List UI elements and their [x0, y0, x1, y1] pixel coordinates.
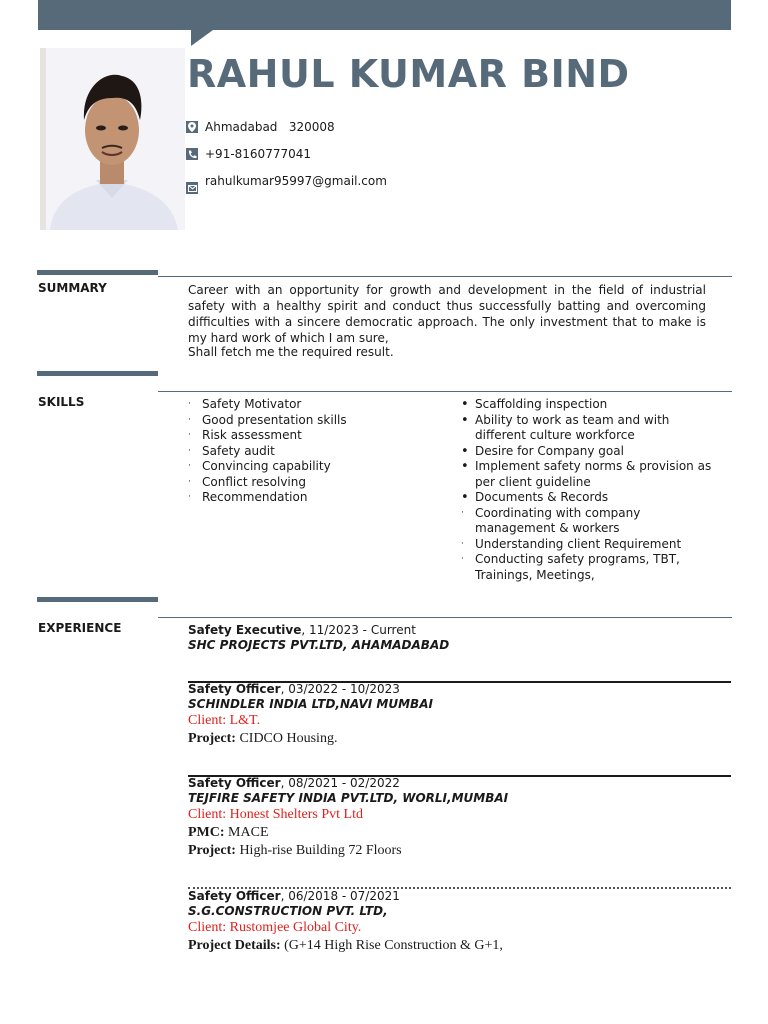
project-value: CIDCO Housing. — [235, 731, 338, 746]
job-title: Safety Officer — [188, 776, 281, 790]
summary-section-bar — [37, 270, 158, 275]
contact-location — [186, 119, 335, 135]
contact-location-text: Ahmadabad 320008 — [205, 120, 335, 134]
skills-label: SKILLS — [38, 395, 85, 409]
project-label: Project: — [188, 731, 236, 746]
summary-section-rule — [158, 276, 732, 277]
experience-entry — [188, 776, 731, 860]
experience-label: EXPERIENCE — [38, 621, 122, 635]
skill-text: Recommendation — [202, 490, 308, 504]
project-value: High-rise Building 72 Floors — [235, 843, 402, 858]
job-pmc — [188, 824, 731, 842]
job-client: Client: Rustomjee Global City. — [188, 920, 362, 935]
skill-item: · Good presentation skills — [188, 412, 347, 427]
skill-item: • Documents & Records — [461, 490, 609, 505]
job-heading — [188, 889, 731, 904]
phone-icon — [186, 148, 198, 160]
contact-phone — [186, 146, 311, 162]
job-dates: , 06/2018 - 07/2021 — [280, 889, 400, 903]
location-pin-icon — [186, 121, 198, 133]
header-bar — [38, 0, 731, 30]
skills-list-right — [461, 397, 721, 583]
contact-email-text[interactable]: rahulkumar95997@gmail.com — [205, 174, 387, 188]
skill-text: Documents & Records — [475, 490, 609, 504]
skill-text: Scaffolding inspection — [475, 397, 608, 411]
job-project — [188, 842, 731, 860]
summary-text: Career with an opportunity for growth and development in the field of industrial safety with a healthy spirit and conduct thus successfully batting and overcoming difficulties with a sincere democratic approach. The only investment that to make is my hard work of which I am sure, — [188, 283, 706, 345]
skill-item: · Conflict resolving — [188, 474, 306, 489]
skill-text: Coordinating with company management & workers — [475, 505, 641, 535]
skill-item: • Desire for Company goal — [461, 443, 624, 459]
skill-text: Conducting safety programs, TBT, Trainings, Meetings, — [475, 552, 680, 582]
contact-email — [186, 173, 387, 189]
job-dates: , 08/2021 - 02/2022 — [280, 776, 400, 790]
project-label: Project: — [188, 843, 236, 858]
skill-text: Good presentation skills — [202, 412, 347, 427]
pmc-value: MACE — [224, 825, 269, 840]
experience-section-rule — [158, 617, 732, 618]
skills-section-rule — [158, 391, 732, 392]
job-client: Client: Honest Shelters Pvt Ltd — [188, 807, 363, 822]
skill-text: Ability to work as team and with different culture workforce — [475, 412, 670, 442]
skill-item: · Safety audit — [188, 443, 275, 458]
project-value: (G+14 High Rise Construction & G+1, — [280, 938, 503, 953]
skill-item: · Safety Motivator — [188, 397, 302, 411]
job-company: TEJFIRE SAFETY INDIA PVT.LTD, WORLI,MUMBAI — [188, 791, 509, 805]
experience-entry — [188, 889, 731, 955]
skill-item: · Understanding client Requirement — [461, 536, 682, 551]
job-client: Client: L&T. — [188, 713, 261, 728]
skill-item: · Coordinating with company management & workers — [461, 505, 641, 535]
skill-item: · Recommendation — [188, 490, 308, 504]
job-company: SCHINDLER INDIA LTD,NAVI MUMBAI — [188, 697, 433, 711]
skill-item: · Conducting safety programs, TBT, Trainings, Meetings, — [461, 552, 680, 582]
header-notch — [191, 30, 213, 46]
skills-list-left — [188, 397, 448, 506]
skill-text: Understanding client Requirement — [475, 536, 682, 551]
contact-phone-text: +91-8160777041 — [205, 147, 312, 161]
skill-text: Desire for Company goal — [475, 443, 624, 458]
job-heading — [188, 776, 731, 791]
skill-text: Risk assessment — [202, 428, 302, 442]
experience-section-bar — [37, 597, 158, 602]
summary-label: SUMMARY — [38, 281, 107, 295]
skill-text: Conflict resolving — [202, 474, 306, 489]
pmc-label: PMC: — [188, 825, 225, 840]
skill-text: Implement safety norms & provision as per client guideline — [475, 459, 712, 489]
skill-item: • Ability to work as team and with different culture workforce — [461, 412, 670, 442]
skill-text: Safety audit — [202, 443, 275, 458]
job-project — [188, 937, 731, 955]
project-label: Project Details: — [188, 938, 281, 953]
skill-item: · Convincing capability — [188, 459, 331, 473]
job-dates: , 11/2023 - Current — [301, 623, 416, 637]
skill-text: Convincing capability — [202, 459, 331, 473]
candidate-name: RAHUL KUMAR BIND — [187, 52, 630, 96]
profile-photo-image — [40, 48, 185, 230]
job-title: Safety Officer — [188, 682, 281, 696]
job-company: SHC PROJECTS PVT.LTD, AHAMADABAD — [188, 638, 450, 652]
experience-entry — [188, 623, 731, 653]
job-heading — [188, 682, 731, 697]
skills-section-bar — [37, 371, 158, 376]
profile-photo — [40, 48, 185, 230]
job-title: Safety Executive — [188, 623, 302, 637]
skill-text: Safety Motivator — [202, 397, 302, 411]
skill-item: • Scaffolding inspection — [461, 397, 608, 412]
job-company: S.G.CONSTRUCTION PVT. LTD, — [188, 904, 388, 918]
experience-entry — [188, 682, 731, 748]
summary-tail: Shall fetch me the required result. — [188, 345, 394, 359]
job-dates: , 03/2022 - 10/2023 — [280, 682, 400, 696]
skill-item: · Risk assessment — [188, 428, 302, 442]
job-project — [188, 730, 731, 748]
job-title: Safety Officer — [188, 889, 281, 903]
skill-item: • Implement safety norms & provision as per client guideline — [461, 459, 712, 489]
job-heading — [188, 623, 731, 638]
